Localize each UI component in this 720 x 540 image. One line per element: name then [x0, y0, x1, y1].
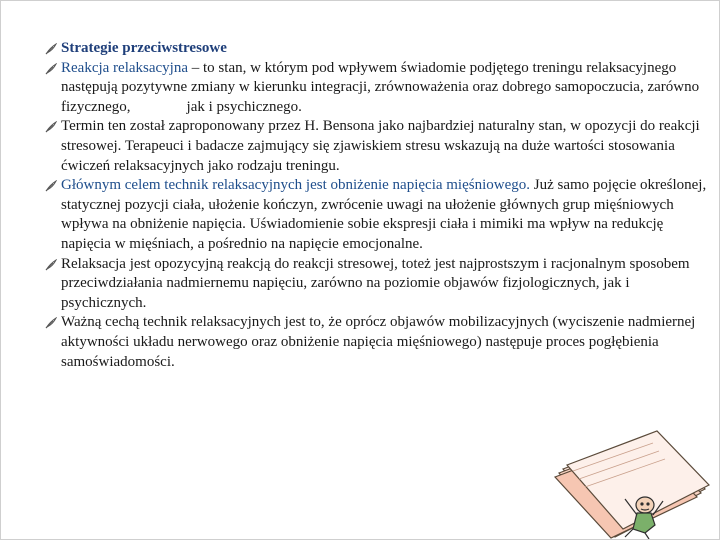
- item-text: Ważną cechą technik relaksacyjnych jest to, że oprócz objawów mobilizacyjnych (wyciszenie nadmiernej aktywności układu nerwowego oraz obniżenie napięcia mięśniowego) następuje proces pogłębienia samoświadomości.: [61, 314, 696, 370]
- list-item: [45, 117, 715, 176]
- item-text: Termin ten został zaproponowany przez H. Bensona jako najbardziej naturalny stan, w opozycji do reakcji stresowej. Terapeuci i badacze zajmujący się zjawiskiem stresu wskazują na duże wartości stosowania ćwiczeń relaksacyjnych jako rodzaju treningu.: [61, 118, 700, 174]
- person-carrying-papers-icon: [533, 429, 719, 539]
- list-item: [45, 313, 715, 372]
- feather-bullet-icon: [45, 259, 57, 271]
- item-text: Już samo pojęcie określonej, statycznej pozycji ciała, ułożenie kończyn, zwrócenie uwagi na ułożenie głównych grup mięśniowych wpływa na obniżenie napięcia. Uświadomienie sobie ekspresji ciała i mimiki ma wpływ na redukcję napięcia w mięśniach, a pośrednio na napięcie emocjonalne.: [61, 177, 707, 252]
- feather-bullet-icon: [45, 180, 57, 192]
- feather-bullet-icon: [45, 317, 57, 329]
- list-item: [45, 59, 715, 118]
- list-item: [45, 255, 715, 314]
- feather-bullet-icon: [45, 43, 57, 55]
- feather-bullet-icon: [45, 121, 57, 133]
- highlighted-term: Reakcja relaksacyjna: [61, 59, 189, 76]
- feather-bullet-icon: [45, 63, 57, 75]
- list-item: [45, 176, 715, 254]
- section-title: Strategie przeciwstresowe: [61, 40, 227, 56]
- bullet-list: [45, 39, 715, 372]
- list-item: [45, 39, 715, 59]
- item-text: – to stan, w którym pod wpływem świadomie podjętego treningu relaksacyjnego następują pozytywne zmiany w kierunku integracji, zrównoważenia oraz dobrego samopoczucia, zarówno fizycznego,: [61, 59, 700, 115]
- item-text-continued: jak i psychicznego.: [186, 98, 302, 115]
- item-text: Relaksacja jest opozycyjną reakcją do reakcji stresowej, toteż jest najprostszym i racjonalnym sposobem przeciwdziałania nadmiernemu napięciu, zarówno na poziomie objawów fizjologicznych, jak i psychicznych.: [61, 255, 690, 311]
- highlighted-term: Głównym celem technik relaksacyjnych jest obniżenie napięcia mięśniowego.: [61, 177, 531, 194]
